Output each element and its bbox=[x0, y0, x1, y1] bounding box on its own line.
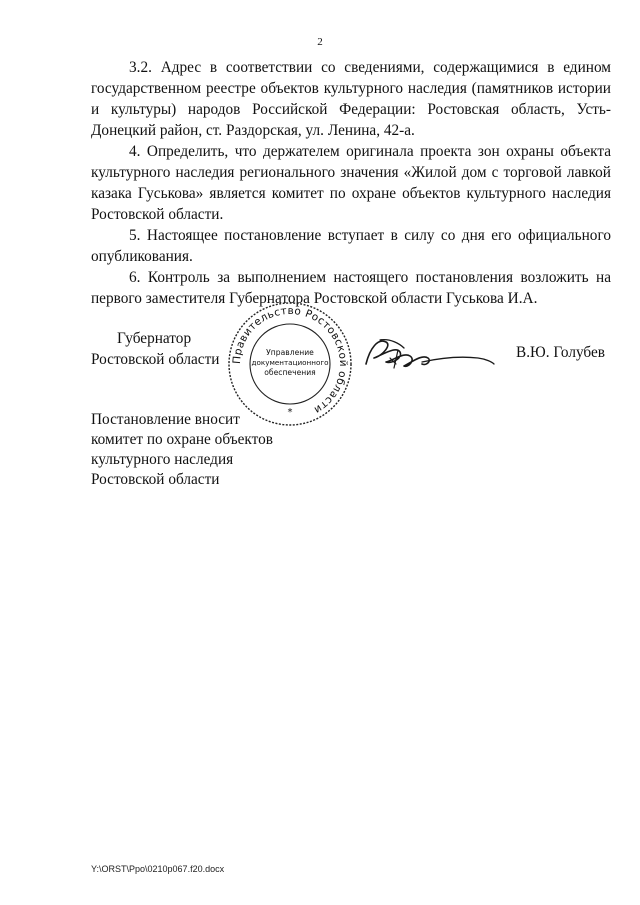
page-number: 2 bbox=[317, 36, 323, 48]
official-stamp bbox=[226, 300, 354, 428]
stamp-ring-text: Правительство Ростовской области bbox=[230, 304, 350, 417]
note-line3: культурного наследия bbox=[91, 451, 234, 468]
paragraph-5: 5. Настоящее постановление вступает в силу со дня его официального опубликования. bbox=[91, 227, 611, 265]
signatory-title bbox=[91, 328, 219, 370]
signatory-title-line1: Губернатор bbox=[117, 330, 192, 347]
submission-note bbox=[91, 410, 273, 490]
signatory-name: В.Ю. Голубев bbox=[516, 344, 606, 361]
note-line2: комитет по охране объектов bbox=[91, 431, 274, 448]
handwritten-signature bbox=[360, 328, 500, 378]
paragraph-4: 4. Определить, что держателем оригинала проекта зон охраны объекта культурного наследия регионального значения «Жилой дом с торговой лавкой казака Гуськова» является комитет по охране объектов культурного наследия Ростовской области. bbox=[91, 143, 611, 223]
paragraph-3-2: 3.2. Адрес в соответствии со сведениями, содержащимися в едином государственном реестре объектов культурного наследия (памятников истории и культуры) народов Российской Федерации: Ростовская область, Усть-Донецкий район, ст. Раздорская, ул. Ленина, 42-а. bbox=[91, 59, 611, 139]
paragraph-6: 6. Контроль за выполнением настоящего постановления возложить на первого заместителя Губернатора Ростовской области Гуськова И.А. bbox=[91, 269, 611, 307]
note-line4: Ростовской области bbox=[91, 471, 220, 488]
stamp-center-line1: Управление bbox=[266, 348, 314, 357]
stamp-center-line2: документационного bbox=[251, 358, 329, 367]
body-text bbox=[91, 57, 611, 309]
file-path: Y:\ORST\Ppo\0210p067.f20.docx bbox=[91, 864, 225, 874]
note-line1: Постановление вносит bbox=[91, 411, 240, 428]
signatory-title-line2: Ростовской области bbox=[91, 351, 220, 368]
stamp-star: * bbox=[287, 407, 293, 418]
stamp-center-line3: обеспечения bbox=[264, 368, 316, 377]
